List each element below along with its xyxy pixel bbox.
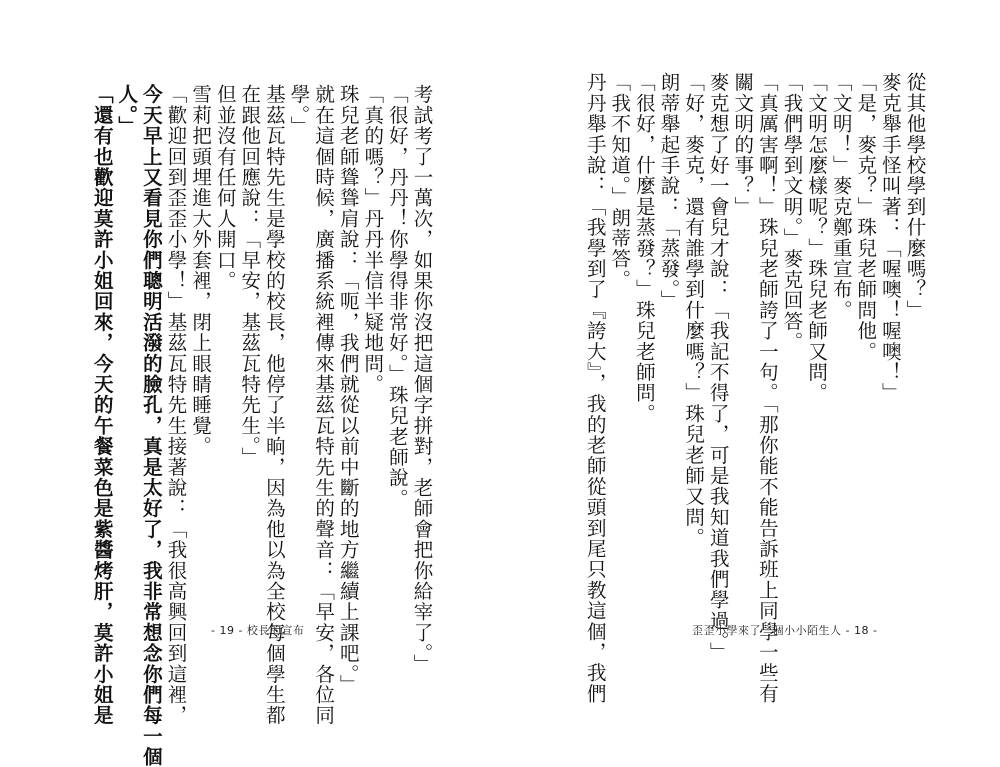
text-column: 「還有也歡迎莫許小姐回來，今天的午餐菜色是紫醬烤肝，莫許小姐是: [90, 84, 114, 726]
text-column: 丹丹舉手說：「我學到了『誇大』，我的老師從頭到尾只教這個，我們: [583, 72, 607, 704]
text-column: 珠兒老師聳聳肩說：「呃，我們就從以前中斷的地方繼續上課吧。」: [336, 84, 360, 696]
text-column: 「是，麥克？」珠兒老師問他。: [854, 72, 878, 362]
page-footer-left: - 19 - 校長的宣布: [211, 624, 305, 637]
text-column: 「真的嗎？」丹丹半信半疑地問。: [361, 84, 385, 395]
text-column: 但並沒有任何人開口。: [213, 84, 237, 291]
right-page: [500, 0, 1000, 704]
text-column: 「好，麥克，還有誰學到什麼嗎？」珠兒老師又問。: [682, 72, 706, 549]
text-column: 在跟他回應說：「早安，基茲瓦特先生。」: [238, 84, 262, 468]
text-column: 考試考了一萬次，如果你沒把這個字拼對，老師會把你給宰了。」: [410, 84, 434, 675]
page-footer-right: 歪歪小學來了一個小小陌生人 - 18 -: [692, 624, 878, 637]
text-column: 朗蒂舉起手說：「蒸發。」: [657, 72, 681, 311]
text-column: 「文明怎麼樣呢？」珠兒老師又問。: [805, 72, 829, 404]
text-column: 雪莉把頭埋進大外套裡，閉上眼睛睡覺。: [189, 84, 213, 457]
text-column: 麥克想了好一會兒才說：「我記不得了，可是我知道我們學過。」: [706, 72, 730, 663]
text-column: 從其他學校學到什麼嗎？」: [903, 72, 927, 321]
text-column: 「我們學到文明。」麥克回答。: [780, 72, 804, 353]
text-column: 關文明的事？」: [731, 72, 755, 217]
text-column: 今天早上又看見你們聰明活潑的臉孔，真是太好了，我非常想念你們每一個: [139, 84, 163, 767]
text-column: 基茲瓦特先生是學校的校長，他停了半晌，因為他以為全校每個學生都: [262, 84, 286, 726]
text-column: 「很好，什麼是蒸發？」珠兒老師問。: [632, 72, 656, 424]
text-column: 「歡迎回到歪歪小學！」基茲瓦特先生接著說：「我很高興回到這裡，: [164, 84, 188, 726]
text-column: 學。」: [287, 84, 311, 137]
text-column: 「文明！」麥克鄭重宣布。: [829, 72, 853, 321]
text-column: 「真厲害啊！」珠兒老師誇了一句。「那你能不能告訴班上同學一些有: [755, 72, 779, 704]
text-column: 「很好，丹丹！你學得非常好。」珠兒老師說。: [385, 84, 409, 509]
text-column: 人。」: [115, 84, 139, 137]
text-column: 麥克舉手怪叫著：「喔噢！喔噢！」: [878, 72, 902, 404]
text-column: 就在這個時候，廣播系統裡傳來基茲瓦特先生的聲音：「早安，各位同: [312, 84, 336, 726]
text-column: 「我不知道。」朗蒂答。: [608, 72, 632, 290]
